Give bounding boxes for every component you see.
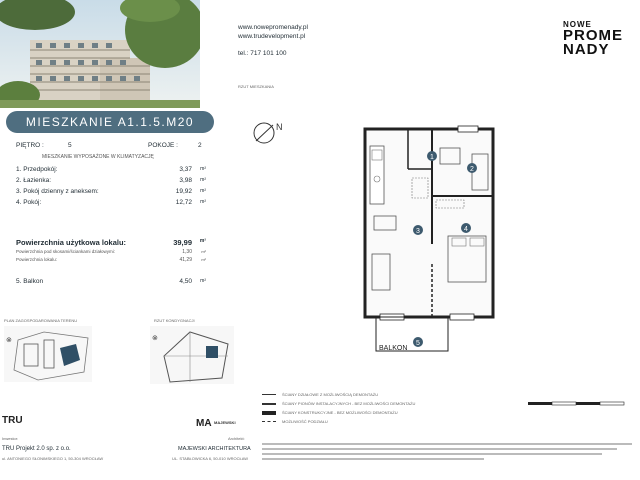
room-marker-3 bbox=[413, 225, 423, 235]
legend-text: MOŻLIWOŚĆ PODZIAŁU bbox=[282, 419, 328, 424]
investor-logo: TRU bbox=[2, 415, 23, 426]
floor-label: PIĘTRO : bbox=[16, 142, 44, 149]
investor-caption: Inwestor: bbox=[2, 436, 19, 441]
room-label: 4. Pokój: bbox=[16, 199, 42, 206]
architect-name: MAJEWSKI ARCHITEKTURA bbox=[178, 446, 251, 452]
slope-area-unit: m² bbox=[201, 249, 206, 254]
total-area-row bbox=[16, 257, 206, 263]
slope-area-row bbox=[16, 249, 206, 255]
svg-text:⊗: ⊗ bbox=[152, 335, 158, 342]
investor-address: ul. ANTONIEGO SŁONIMSKIEGO 1, 50-304 WROCŁAW bbox=[2, 456, 104, 461]
room-area: 3,98 bbox=[179, 177, 192, 184]
room-marker-number: 3 bbox=[416, 228, 420, 235]
site-plan-map bbox=[4, 326, 92, 382]
room-label: 1. Przedpokój: bbox=[16, 166, 58, 173]
room-marker-number: 4 bbox=[464, 226, 468, 233]
logo-word: NOWE bbox=[563, 20, 592, 29]
brand-logo bbox=[563, 20, 623, 57]
legend-item bbox=[262, 408, 452, 417]
room-marker-number: 1 bbox=[430, 154, 434, 161]
legend-text: ŚCIANY DZIAŁOWE Z MOŻLIWOŚCIĄ DEMONTAŻU bbox=[282, 392, 379, 397]
architect-caption: Architekt: bbox=[228, 436, 245, 441]
usable-area-row bbox=[16, 238, 206, 247]
total-area-label: Powierzchnia lokalu: bbox=[16, 257, 58, 262]
room-marker-5 bbox=[413, 337, 423, 347]
room-area: 12,72 bbox=[175, 199, 192, 206]
slope-area-label: Powierzchnia pod skosami/ściankami działowymi: bbox=[16, 249, 116, 254]
room-row bbox=[16, 188, 206, 195]
balcony-plan-label: BALKON bbox=[379, 345, 408, 352]
plan-title: RZUT MIESZKANIA bbox=[238, 84, 274, 89]
room-marker-1 bbox=[427, 151, 437, 161]
room-area: 3,37 bbox=[179, 166, 192, 173]
scale-bar bbox=[528, 398, 628, 417]
investor-name: TRU Projekt 2.0 sp. z o.o. bbox=[2, 446, 71, 452]
rooms-count-label: POKOJE : bbox=[148, 142, 178, 149]
floor-plan-key-title: RZUT KONDYGNACJI bbox=[154, 318, 195, 323]
room-row bbox=[16, 199, 206, 206]
slope-area-value: 1,30 bbox=[182, 249, 192, 255]
logo-word: PROME bbox=[563, 27, 624, 44]
room-unit: m² bbox=[200, 177, 206, 183]
site-plan-title: PLAN ZAGOSPODAROWANIA TERENU bbox=[4, 318, 78, 323]
website-link[interactable]: www.trudevelopment.pl bbox=[238, 33, 306, 40]
room-label: 3. Pokój dzienny z aneksem: bbox=[16, 188, 99, 195]
rooms-count-value: 2 bbox=[198, 142, 202, 149]
plan-legend bbox=[262, 390, 452, 426]
room-unit: m² bbox=[200, 188, 206, 194]
legend-text: ŚCIANY PIONÓW INSTALACYJNYCH - BEZ MOŻLIWOŚCI DEMONTAŻU bbox=[282, 401, 416, 406]
room-marker-number: 2 bbox=[470, 166, 474, 173]
room-marker-number: 5 bbox=[416, 340, 420, 347]
legend-text: ŚCIANY KONSTRUKCYJNE - BEZ MOŻLIWOŚCI DEMONTAŻU bbox=[282, 410, 398, 415]
usable-area-value: 39,99 bbox=[173, 238, 192, 247]
apartment-title: MIESZKANIE A1.1.5.M20 bbox=[25, 115, 195, 129]
floor-value: 5 bbox=[68, 142, 72, 149]
website-link[interactable]: www.nowepromenady.pl bbox=[238, 24, 308, 31]
legend-item bbox=[262, 399, 452, 408]
apartment-title-badge bbox=[6, 111, 214, 133]
logo-word: NADY bbox=[563, 41, 610, 58]
floor-plan-key-map bbox=[150, 326, 234, 384]
floor-plan bbox=[360, 124, 500, 356]
svg-text:N: N bbox=[276, 122, 283, 132]
phone-number: tel.: 717 101 100 bbox=[238, 50, 287, 57]
room-label: 2. Łazienka: bbox=[16, 177, 52, 184]
legend-item bbox=[262, 390, 452, 399]
balcony-row bbox=[16, 278, 206, 285]
building-photo bbox=[0, 0, 200, 108]
room-area: 19,92 bbox=[175, 188, 192, 195]
disclaimer-lines bbox=[262, 440, 632, 463]
total-area-unit: m² bbox=[201, 257, 206, 262]
usable-area-label: Powierzchnia użytkowa lokalu: bbox=[16, 238, 127, 247]
room-marker-2 bbox=[467, 163, 477, 173]
total-area-value: 41,29 bbox=[179, 257, 192, 263]
balcony-label: 5. Balkon bbox=[16, 278, 44, 285]
legend-item bbox=[262, 417, 452, 426]
architect-brand: MAJEWSKI bbox=[214, 420, 236, 425]
balcony-unit: m² bbox=[200, 278, 206, 284]
balcony-area: 4,50 bbox=[179, 278, 192, 285]
architect-logo: MA bbox=[196, 418, 212, 429]
usable-area-unit: m² bbox=[199, 238, 206, 244]
room-marker-4 bbox=[461, 223, 471, 233]
architect-address: UL. STABŁOWICKA 6, 50-010 WROCŁAW bbox=[172, 456, 249, 461]
room-unit: m² bbox=[200, 166, 206, 172]
room-row bbox=[16, 177, 206, 184]
ac-note: MIESZKANIE WYPOSAŻONE W KLIMATYZACJĘ bbox=[42, 154, 154, 160]
room-unit: m² bbox=[200, 199, 206, 205]
svg-text:⊗: ⊗ bbox=[6, 337, 12, 344]
room-row bbox=[16, 166, 206, 173]
compass-icon bbox=[252, 120, 286, 151]
